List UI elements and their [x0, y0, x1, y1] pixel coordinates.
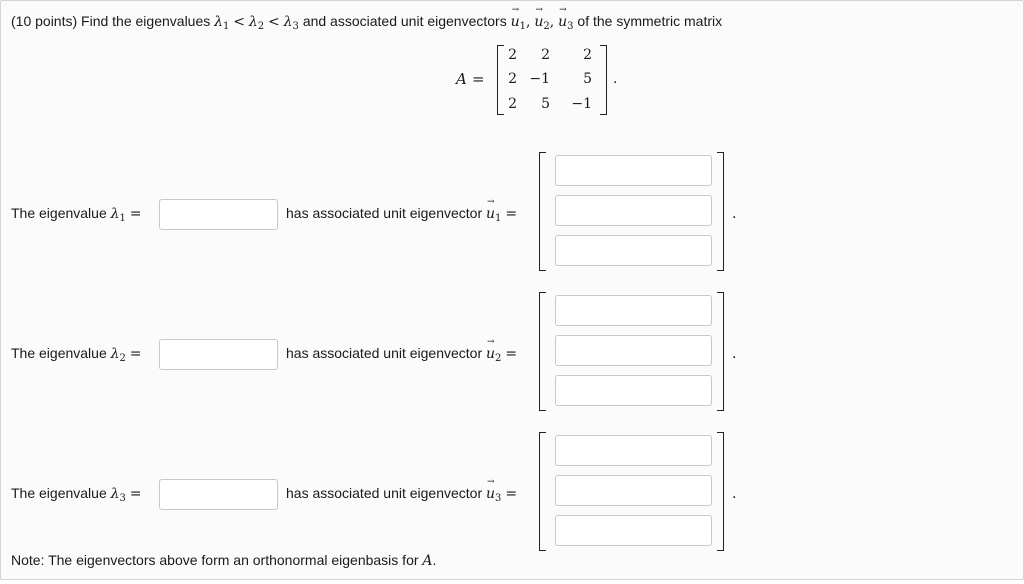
points-label: (10 points) — [11, 13, 78, 29]
question-panel: (10 points) Find the eigenvalues $\lambda_1 < \lambda_2 < \lambda_3$ and associated unit eigenvectors → $u_1$, → $u_2$, → $u_3$ of the symmetric matrix A = 2 2 2 2 −1 5 2 5 −1 . The eigenvalue $\lambda_1$ = has associated unit eigenvector → $u_1$ = . The eigenvalue $\lambda_2$ = has associated unit eigenvector → $u_2$ = . The eigenvalue $\lambda_3$ = has associated unit eigenvector → $u_3$ = . Note: The eigenvectors above form an orthonormal eigenbasis for A. — [0, 0, 1024, 580]
vector-1-component-3[interactable] — [555, 235, 712, 266]
note-text: Note: The eigenvectors above form an orthonormal eigenbasis for A. — [11, 552, 437, 569]
vector-left-bracket — [539, 432, 546, 551]
matrix-cell: 5 — [583, 71, 592, 87]
matrix-cell: −1 — [571, 96, 592, 112]
matrix-cell: −1 — [529, 71, 550, 87]
matrix-cell: 2 — [583, 47, 592, 63]
question-text: (10 points) Find the eigenvalues $\lambda_1 < \lambda_2 < \lambda_3$ and associated unit eigenvectors → $u_1$, → $u_2$, → $u_3$ of the symmetric matrix — [11, 13, 722, 32]
vector-right-bracket — [717, 152, 724, 271]
vector-right-bracket — [717, 432, 724, 551]
matrix-cell: 2 — [508, 47, 517, 63]
matrix-right-bracket — [600, 45, 607, 115]
vector-label: has associated unit eigenvector — [286, 485, 483, 501]
vector-3-component-3[interactable] — [555, 515, 712, 546]
eigenvalue-label: The eigenvalue — [11, 485, 107, 501]
vector-2-component-2[interactable] — [555, 335, 712, 366]
eigenvalue-label: The eigenvalue — [11, 345, 107, 361]
matrix-cell: 2 — [508, 71, 517, 87]
vector-1-component-2[interactable] — [555, 195, 712, 226]
eigenvalue-1-input[interactable] — [159, 199, 278, 230]
vector-1-component-1[interactable] — [555, 155, 712, 186]
matrix-cell: 2 — [508, 96, 517, 112]
vector-3-component-2[interactable] — [555, 475, 712, 506]
matrix-name: A — [456, 70, 467, 88]
matrix-cell: 5 — [541, 96, 550, 112]
vector-label: has associated unit eigenvector — [286, 205, 483, 221]
vector-left-bracket — [539, 152, 546, 271]
vector-right-bracket — [717, 292, 724, 411]
vector-label: has associated unit eigenvector — [286, 345, 483, 361]
vector-2-component-3[interactable] — [555, 375, 712, 406]
matrix-cell: 2 — [541, 47, 550, 63]
eigenvalue-label: The eigenvalue — [11, 205, 107, 221]
vector-2-component-1[interactable] — [555, 295, 712, 326]
eigenvalue-2-input[interactable] — [159, 339, 278, 370]
vector-left-bracket — [539, 292, 546, 411]
eigenvalue-3-input[interactable] — [159, 479, 278, 510]
vector-3-component-1[interactable] — [555, 435, 712, 466]
